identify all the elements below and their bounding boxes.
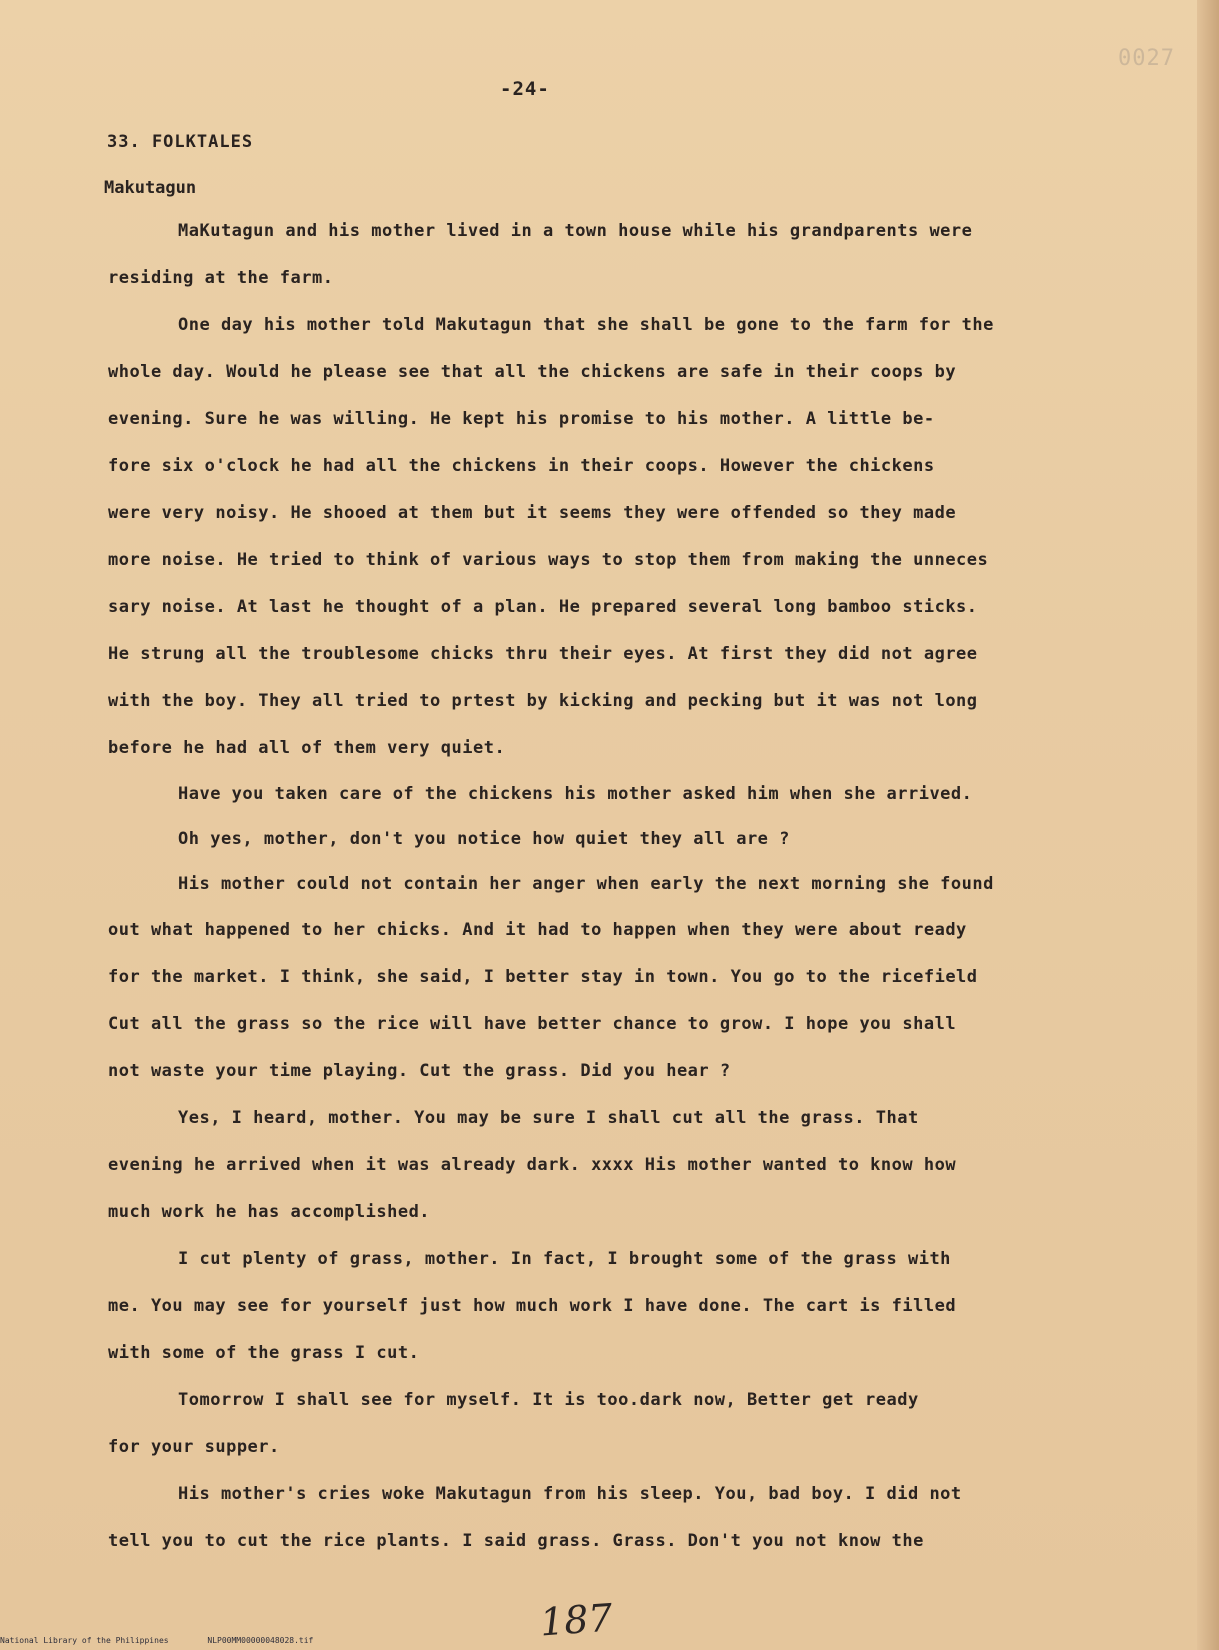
text-line: much work he has accomplished. — [108, 1202, 431, 1222]
text-line: evening. Sure he was willing. He kept his promise to his mother. A little be- — [108, 409, 935, 429]
text-line: His mother could not contain her anger when early the next morning she found — [178, 874, 994, 894]
text-line: with the boy. They all tried to prtest by kicking and pecking but it was not long — [108, 691, 978, 711]
footer — [0, 1636, 600, 1645]
story-title: Makutagun — [104, 178, 197, 198]
text-line: for the market. I think, she said, I better stay in town. You go to the ricefield — [108, 967, 978, 987]
text-line: more noise. He tried to think of various ways to stop them from making the unneces — [108, 550, 989, 570]
story-body — [108, 208, 1168, 1565]
text-line: I cut plenty of grass, mother. In fact, I brought some of the grass with — [178, 1249, 951, 1269]
text-line: residing at the farm. — [108, 268, 334, 288]
footer-filename: NLP00MM00000048028.tif — [207, 1636, 314, 1645]
text-line: Cut all the grass so the rice will have better chance to grow. I hope you shall — [108, 1014, 957, 1034]
text-line: out what happened to her chicks. And it had to happen when they were about ready — [108, 920, 967, 940]
archive-stamp: 0027 — [1118, 46, 1175, 71]
text-line: for your supper. — [108, 1437, 280, 1457]
text-line: before he had all of them very quiet. — [108, 738, 506, 758]
text-line: Oh yes, mother, don't you notice how quiet they all are ? — [178, 829, 790, 849]
page-number: -24- — [500, 78, 550, 100]
handwritten-page-number: 187 — [538, 1595, 614, 1645]
page-edge — [1197, 0, 1219, 1650]
text-line: whole day. Would he please see that all the chickens are safe in their coops by — [108, 362, 957, 382]
text-line: with some of the grass I cut. — [108, 1343, 420, 1363]
text-line: not waste your time playing. Cut the grass. Did you hear ? — [108, 1061, 731, 1081]
text-line: fore six o'clock he had all the chickens in their coops. However the chickens — [108, 456, 935, 476]
footer-library: National Library of the Philippines — [0, 1636, 169, 1645]
section-heading: 33. FOLKTALES — [107, 132, 254, 152]
text-line: Tomorrow I shall see for myself. It is too.dark now, Better get ready — [178, 1390, 919, 1410]
text-line: Yes, I heard, mother. You may be sure I shall cut all the grass. That — [178, 1108, 919, 1128]
text-line: me. You may see for yourself just how much work I have done. The cart is filled — [108, 1296, 957, 1316]
text-line: His mother's cries woke Makutagun from his sleep. You, bad boy. I did not — [178, 1484, 962, 1504]
text-line: One day his mother told Makutagun that she shall be gone to the farm for the — [178, 315, 994, 335]
text-line: evening he arrived when it was already dark. xxxx His mother wanted to know how — [108, 1155, 957, 1175]
text-line: He strung all the troublesome chicks thru their eyes. At first they did not agree — [108, 644, 978, 664]
text-line: tell you to cut the rice plants. I said grass. Grass. Don't you not know the — [108, 1531, 924, 1551]
text-line: were very noisy. He shooed at them but it seems they were offended so they made — [108, 503, 957, 523]
text-line: MaKutagun and his mother lived in a town house while his grandparents were — [178, 221, 973, 241]
text-line: Have you taken care of the chickens his mother asked him when she arrived. — [178, 784, 973, 804]
text-line: sary noise. At last he thought of a plan. He prepared several long bamboo sticks. — [108, 597, 978, 617]
